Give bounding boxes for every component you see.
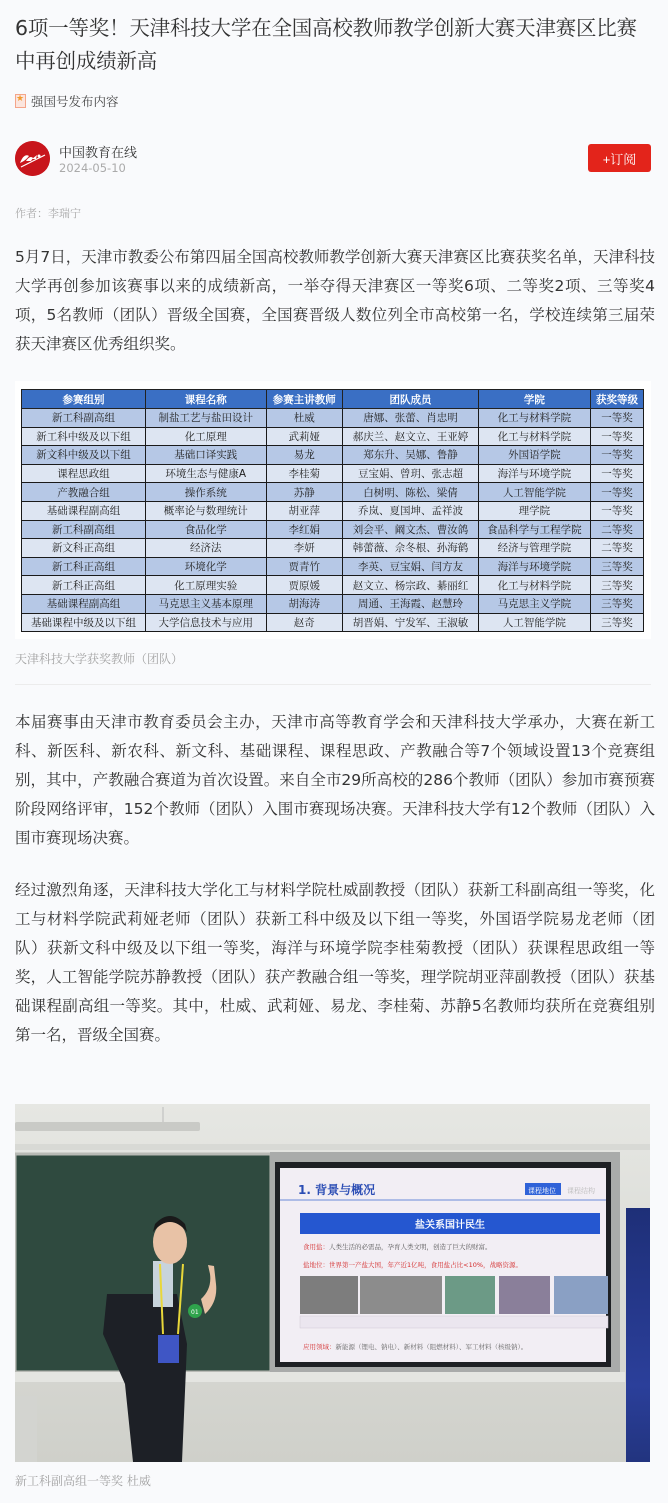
cell: 基础课程副高组 (22, 501, 146, 520)
svg-text:应用领域：新能源（锂电、钠电）、新材料（阻燃材料）、军工材料: 应用领域：新能源（锂电、钠电）、新材料（阻燃材料）、军工材料（核级钠）。 (303, 1343, 528, 1351)
cell: 大学信息技术与应用 (145, 613, 266, 632)
col-header: 参赛主讲教师 (266, 390, 343, 409)
cell: 白树明、陈松、梁倩 (343, 483, 479, 502)
cell: 胡亚萍 (266, 501, 343, 520)
cell: 三等奖 (590, 557, 643, 576)
cell: 基础课程中级及以下组 (22, 613, 146, 632)
cell: 理学院 (478, 501, 590, 520)
cell: 赵奇 (266, 613, 343, 632)
subscribe-button[interactable]: +订阅 (588, 144, 651, 172)
table-row (22, 464, 644, 483)
table-row (22, 446, 644, 465)
classroom-photo-illustration (15, 1104, 650, 1462)
table-row (22, 409, 644, 428)
col-header: 获奖等级 (590, 390, 643, 409)
cell: 易龙 (266, 446, 343, 465)
paragraph-3: 经过激烈角逐，天津科技大学化工与材料学院杜威副教授（团队）获新工科副高组一等奖，化工与材料学院武莉娅老师（团队）获新工科中级及以下组一等奖，外国语学院易龙老师（团队）获新文科中级及以下组一等奖，海洋与环境学院李桂菊教授（团队）获课程思政组一等奖，人工智能学院苏静教授（团队）获产教融合组一等奖，理学院胡亚萍副教授（团队）获基础课程副高组一等奖。其中，杜威、武莉娅、易龙、李桂菊、苏静5名教师均获所在竞赛组别第一名，晋级全国赛。 (15, 881, 655, 1044)
cell: 武莉娅 (266, 427, 343, 446)
cell: 刘会平、阚文杰、曹汝鸽 (343, 520, 479, 539)
cell: 产教融合组 (22, 483, 146, 502)
cell: 豆宝娟、曾玥、张志超 (343, 464, 479, 483)
awards-table-image (15, 381, 651, 639)
table-row (22, 520, 644, 539)
article-title: 6项一等奖！天津科技大学在全国高校教师教学创新大赛天津赛区比赛中再创成绩新高 (15, 16, 637, 73)
author-byline: 作者：李瑞宁 (15, 207, 81, 220)
cell: 新文科中级及以下组 (22, 446, 146, 465)
cell: 胡晋娟、宁发军、王淑敏 (343, 613, 479, 632)
cell: 赵文立、杨宗政、綦丽红 (343, 576, 479, 595)
cell: 经济与管理学院 (478, 539, 590, 558)
table-row (22, 539, 644, 558)
cell: 郑东升、吴娜、鲁静 (343, 446, 479, 465)
cell: 李妍 (266, 539, 343, 558)
publisher-avatar[interactable] (15, 141, 50, 176)
col-header: 学院 (478, 390, 590, 409)
cell: 一等奖 (590, 501, 643, 520)
cell: 化工与材料学院 (478, 409, 590, 428)
table-caption: 天津科技大学获奖教师（团队） (15, 652, 184, 666)
table-row (22, 613, 644, 632)
cell: 人工智能学院 (478, 483, 590, 502)
cell: 化工原理 (145, 427, 266, 446)
svg-text:课程地位: 课程地位 (528, 1187, 556, 1195)
cell: 环境生态与健康A (145, 464, 266, 483)
cell: 新工科正高组 (22, 576, 146, 595)
svg-text:食用盐：人类生活的必需品，孕育人类文明，创造了巨大的财富。: 食用盐：人类生活的必需品，孕育人类文明，创造了巨大的财富。 (303, 1243, 492, 1251)
eol-logo-icon (15, 141, 50, 176)
cell: 课程思政组 (22, 464, 146, 483)
svg-text:1. 背景与概况: 1. 背景与概况 (298, 1183, 376, 1197)
cell: 新文科正高组 (22, 539, 146, 558)
cell: 一等奖 (590, 446, 643, 465)
cell: 化工与材料学院 (478, 427, 590, 446)
table-row (22, 427, 644, 446)
cell: 海洋与环境学院 (478, 557, 590, 576)
cell: 外国语学院 (478, 446, 590, 465)
cell: 海洋与环境学院 (478, 464, 590, 483)
cell: 二等奖 (590, 539, 643, 558)
cell: 食品化学 (145, 520, 266, 539)
cell: 唐娜、张蕾、肖忠明 (343, 409, 479, 428)
svg-text:01: 01 (191, 1309, 199, 1316)
col-header: 课程名称 (145, 390, 266, 409)
table-row (22, 557, 644, 576)
cell: 新工科正高组 (22, 557, 146, 576)
cell: 苏静 (266, 483, 343, 502)
photo-caption: 新工科副高组一等奖 杜威 (15, 1474, 151, 1488)
svg-text:盐关系国计民生: 盐关系国计民生 (415, 1220, 485, 1231)
cell: 经济法 (145, 539, 266, 558)
cell: 环境化学 (145, 557, 266, 576)
cell: 李英、豆宝娟、闫方友 (343, 557, 479, 576)
svg-text:课程结构: 课程结构 (567, 1187, 595, 1195)
cell: 周通、王海霞、赵慧玲 (343, 594, 479, 613)
table-row (22, 594, 644, 613)
cell: 化工与材料学院 (478, 576, 590, 595)
cell: 二等奖 (590, 520, 643, 539)
bookmark-star-icon (15, 94, 26, 108)
publisher-row (15, 140, 651, 180)
publish-date: 2024-05-10 (59, 161, 126, 175)
cell: 新工科副高组 (22, 520, 146, 539)
section-divider (15, 684, 651, 685)
cell: 胡海涛 (266, 594, 343, 613)
cell: 一等奖 (590, 464, 643, 483)
cell: 贾原媛 (266, 576, 343, 595)
svg-text:盐地位：世界第一产盐大国，年产近1亿吨，食用盐占比<10%，: 盐地位：世界第一产盐大国，年产近1亿吨，食用盐占比<10%，战略资源。 (303, 1261, 523, 1269)
paragraph-1: 5月7日，天津市教委公布第四届全国高校教师教学创新大赛天津赛区比赛获奖名单，天津科技大学再创参加该赛事以来的成绩新高，一举夺得天津赛区一等奖6项、二等奖2项、三等奖4项，5名教师（团队）晋级全国赛，全国赛晋级人数位列全市高校第一名，学校连续第三届荣获天津赛区优秀组织奖。 (15, 248, 655, 353)
cell: 化工原理实验 (145, 576, 266, 595)
cell: 李红娟 (266, 520, 343, 539)
cell: 食品科学与工程学院 (478, 520, 590, 539)
cell: 制盐工艺与盐田设计 (145, 409, 266, 428)
publisher-name[interactable]: 中国教育在线 (59, 146, 138, 161)
cell: 贾青竹 (266, 557, 343, 576)
cell: 马克思主义基本原理 (145, 594, 266, 613)
awards-table (21, 389, 644, 632)
cell: 概率论与数理统计 (145, 501, 266, 520)
cell: 新工科副高组 (22, 409, 146, 428)
table-row (22, 483, 644, 502)
cell: 基础课程副高组 (22, 594, 146, 613)
table-header-row (22, 390, 644, 409)
source-tag-label: 强国号发布内容 (31, 94, 119, 109)
cell: 三等奖 (590, 576, 643, 595)
col-header: 参赛组别 (22, 390, 146, 409)
cell: 操作系统 (145, 483, 266, 502)
cell: 韩蕾薇、佘冬根、孙海鹤 (343, 539, 479, 558)
cell: 马克思主义学院 (478, 594, 590, 613)
source-tag (15, 92, 119, 110)
cell: 基础口译实践 (145, 446, 266, 465)
cell: 一等奖 (590, 427, 643, 446)
cell: 新工科中级及以下组 (22, 427, 146, 446)
cell: 人工智能学院 (478, 613, 590, 632)
article-photo[interactable] (15, 1104, 650, 1462)
cell: 三等奖 (590, 613, 643, 632)
cell: 李桂菊 (266, 464, 343, 483)
col-header: 团队成员 (343, 390, 479, 409)
cell: 一等奖 (590, 483, 643, 502)
table-row (22, 501, 644, 520)
cell: 杜威 (266, 409, 343, 428)
table-row (22, 576, 644, 595)
cell: 三等奖 (590, 594, 643, 613)
cell: 乔岚、夏国坤、孟祥波 (343, 501, 479, 520)
paragraph-2: 本届赛事由天津市教育委员会主办，天津市高等教育学会和天津科技大学承办，大赛在新工科、新医科、新农科、新文科、基础课程、课程思政、产教融合等7个领域设置13个竞赛组别，其中，产教融合赛道为首次设置。来自全市29所高校的286个教师（团队）参加市赛预赛阶段网络评审，152个教师（团队）入围市赛现场决赛。天津科技大学有12个教师（团队）入围市赛现场决赛。 (15, 713, 655, 847)
cell: 一等奖 (590, 409, 643, 428)
cell: 郝庆兰、赵文立、王亚婷 (343, 427, 479, 446)
